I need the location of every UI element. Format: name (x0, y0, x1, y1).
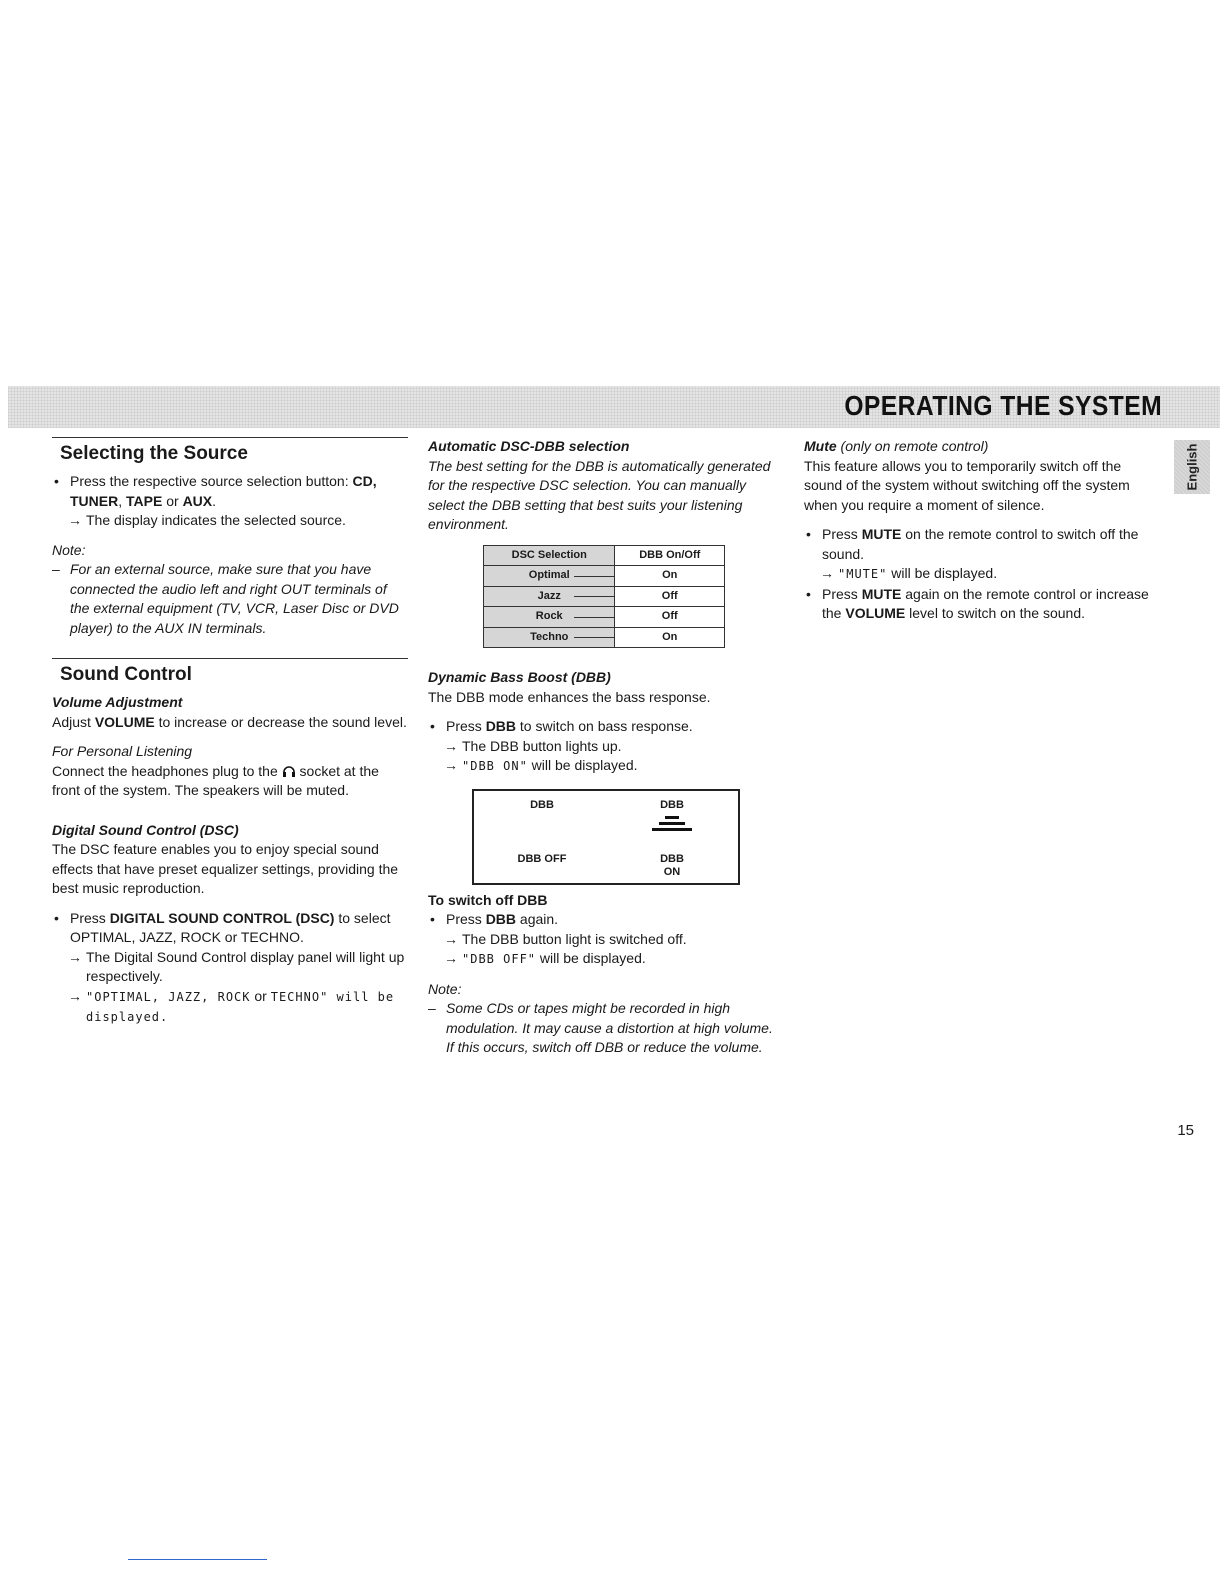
dbb-instruction: • Press DBB to switch on bass response. (428, 717, 784, 737)
heading-volume-adjustment: Volume Adjustment (52, 694, 183, 710)
heading-switch-off-dbb: To switch off DBB (428, 891, 548, 908)
column-left (52, 437, 408, 1028)
table-cell-dbb: Off (615, 586, 725, 607)
dsc-result: → The Digital Sound Control display panel will light up respectively. (68, 948, 405, 984)
arrow-icon: → (68, 512, 82, 528)
dbb-text: The DBB mode enhances the bass response. (428, 688, 711, 705)
dbb-level-bars-icon (642, 813, 702, 831)
heading-auto-dsc-dbb: Automatic DSC-DBB selection (428, 438, 630, 454)
auto-dsc-dbb-text: The best setting for the DBB is automatically generated for the respective DSC selection. You can manually select the DBB setting that best suits your listening environment. (428, 457, 771, 532)
dsc-dbb-table (483, 545, 725, 649)
dbb-note: – Some CDs or tapes might be recorded in high modulation. It may cause a distortion at high volume. If this occurs, switch off DBB or reduce the volume. (428, 1000, 773, 1055)
arrow-icon: → (68, 987, 82, 1004)
table-cell-selection: Rock (484, 607, 615, 628)
table-cell-selection: Techno (484, 627, 615, 648)
mute-text: This feature allows you to temporarily switch off the sound of the system without switching off the system when you require a moment of silence. (804, 457, 1130, 513)
mute-result: → "MUTE" will be displayed. (804, 564, 1156, 585)
section-title: OPERATING THE SYSTEM (844, 390, 1162, 421)
heading-personal-listening: For Personal Listening (52, 743, 193, 759)
table-header-cell: DBB On/Off (615, 545, 725, 566)
table-row (484, 627, 725, 648)
dbb-result-1: → The DBB button lights up. (428, 737, 784, 757)
arrow-icon: → (444, 950, 458, 966)
dsc-instruction: • Press DIGITAL SOUND CONTROL (DSC) to select OPTIMAL, JAZZ, ROCK or TECHNO. (52, 909, 408, 948)
table-header-row (484, 545, 725, 566)
mute-instruction-1: • Press MUTE on the remote control to switch off the sound. (804, 525, 1156, 564)
source-result: → The display indicates the selected source. (52, 511, 408, 531)
table-header-cell: DSC Selection (484, 545, 615, 566)
language-tab-label: English (1184, 443, 1200, 491)
heading-dsc: Digital Sound Control (DSC) (52, 821, 239, 838)
arrow-icon: → (444, 930, 458, 947)
page-number: 15 (1177, 1122, 1194, 1139)
header-band (8, 386, 1220, 428)
dsc-text: The DSC feature enables you to enjoy special sound effects that have preset equalizer settings, providing the best music reproduction. (52, 841, 399, 896)
switch-off-result-2: → "DBB OFF" will be displayed. (428, 949, 784, 970)
arrow-icon: → (68, 948, 82, 965)
note-label: Note: (428, 980, 462, 997)
source-note: – For an external source, make sure that you have connected the audio left and right OUT terminals of the external equipment (TV, VCR, Laser Disc or DVD player) to the AUX IN terminals. (52, 561, 399, 636)
table-row (484, 586, 725, 607)
dbb-result-2: → "DBB ON" will be displayed. (428, 756, 784, 777)
table-cell-dbb: On (615, 566, 725, 587)
note-label: Note: (52, 541, 86, 558)
table-row (484, 566, 725, 587)
table-cell-dbb: Off (615, 607, 725, 628)
table-cell-selection: Optimal (484, 566, 615, 587)
heading-sound-control: Sound Control (52, 658, 408, 687)
footer-rule (128, 1559, 267, 1560)
dsc-display: → "OPTIMAL, JAZZ, ROCK or TECHNO" will be displayed. (68, 987, 395, 1024)
table-cell-dbb: On (615, 627, 725, 648)
arrow-icon: → (820, 565, 834, 581)
arrow-icon: → (444, 757, 458, 773)
heading-dbb: Dynamic Bass Boost (DBB) (428, 669, 611, 685)
volume-text: Adjust VOLUME to increase or decrease the sound level. (52, 713, 407, 730)
table-row (484, 607, 725, 628)
heading-selecting-source: Selecting the Source (52, 437, 408, 466)
dbb-display-diagram (472, 789, 740, 885)
switch-off-instruction: • Press DBB again. (428, 910, 784, 930)
dbb-on-top-label: DBB (660, 798, 684, 811)
dbb-off-label: DBB OFF (517, 852, 567, 865)
switch-off-result-1: → The DBB button light is switched off. (428, 930, 784, 950)
personal-listening-text: Connect the headphones plug to the socket at the front of the system. The speakers will be muted. (52, 762, 379, 798)
column-middle (428, 437, 784, 1058)
column-right (804, 437, 1156, 624)
language-tab (1174, 440, 1210, 494)
table-cell-selection: Jazz (484, 586, 615, 607)
arrow-icon: → (444, 737, 458, 754)
heading-mute: Mute (only on remote control) (804, 438, 989, 454)
source-instruction: • Press the respective source selection button: CD, TUNER, TAPE or AUX. (52, 472, 408, 511)
dbb-on-label: DBB ON (660, 852, 684, 878)
headphones-icon (282, 765, 296, 777)
mute-instruction-2: • Press MUTE again on the remote control or increase the VOLUME level to switch on the sound. (804, 585, 1156, 624)
dbb-off-top-label: DBB (530, 798, 554, 811)
